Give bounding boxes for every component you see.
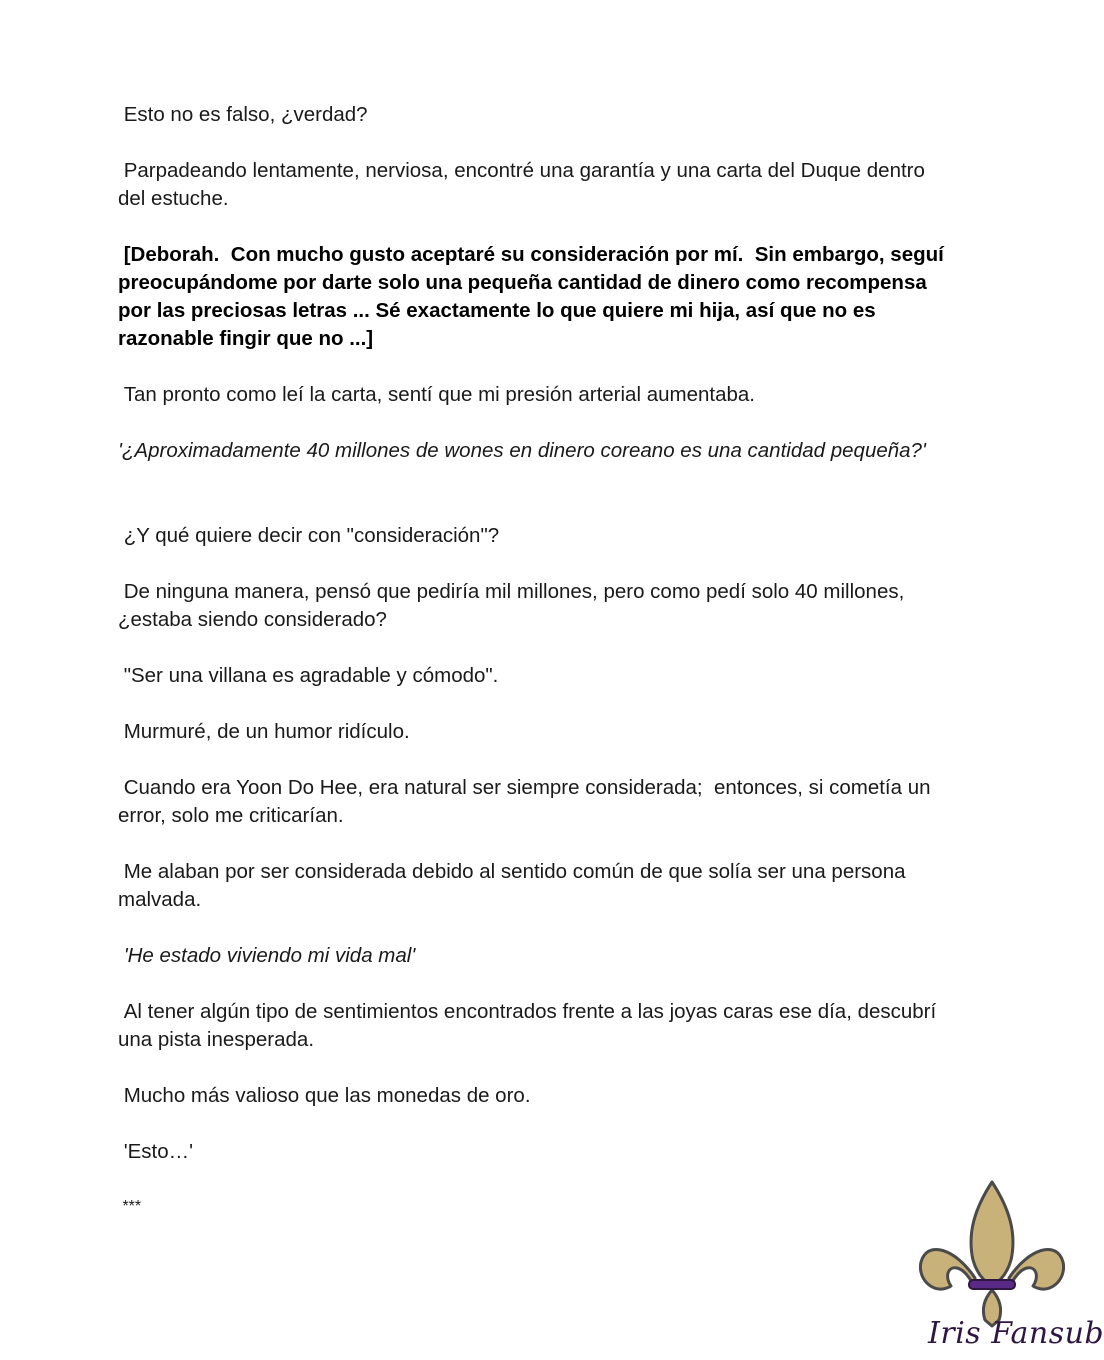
paragraph-12-thought: 'He estado viviendo mi vida mal' [118, 944, 416, 967]
scene-break: *** [118, 1198, 142, 1215]
paragraph-10: Cuando era Yoon Do Hee, era natural ser siempre considerada; entonces, si cometía un error, solo me criticarían. [118, 776, 937, 827]
paragraph-6: ¿Y qué quiere decir con "consideración"? [118, 524, 500, 547]
paragraph-9: Murmuré, de un humor ridículo. [118, 720, 410, 743]
paragraph-5-thought: '¿Aproximadamente 40 millones de wones en dinero coreano es una cantidad pequeña?' [118, 439, 926, 462]
paragraph-2: Parpadeando lentamente, nerviosa, encontré una garantía y una carta del Duque dentro del estuche. [118, 159, 931, 210]
paragraph-14: Mucho más valioso que las monedas de oro. [118, 1084, 531, 1107]
paragraph-1: Esto no es falso, ¿verdad? [118, 103, 368, 126]
paragraph-7: De ninguna manera, pensó que pediría mil millones, pero como pedí solo 40 millones, ¿estaba siendo considerado? [118, 580, 910, 631]
paragraph-3-letter: [Deborah. Con mucho gusto aceptaré su consideración por mí. Sin embargo, seguí preocupándome por darte solo una pequeña cantidad de dinero como recompensa por las preciosas letras ... Sé exactamente lo que quiere mi hija, así que no es razonable fingir que no ...] [118, 243, 950, 350]
paragraph-4: Tan pronto como leí la carta, sentí que mi presión arterial aumentaba. [118, 383, 755, 406]
paragraph-15: 'Esto…' [118, 1140, 194, 1163]
paragraph-8: "Ser una villana es agradable y cómodo". [118, 664, 499, 687]
paragraph-13: Al tener algún tipo de sentimientos encontrados frente a las joyas caras ese día, descubrí una pista inesperada. [118, 1000, 942, 1051]
paragraph-11: Me alaban por ser considerada debido al sentido común de que solía ser una persona malvada. [118, 860, 912, 911]
logo-text: Iris Fansub [928, 1316, 1104, 1351]
